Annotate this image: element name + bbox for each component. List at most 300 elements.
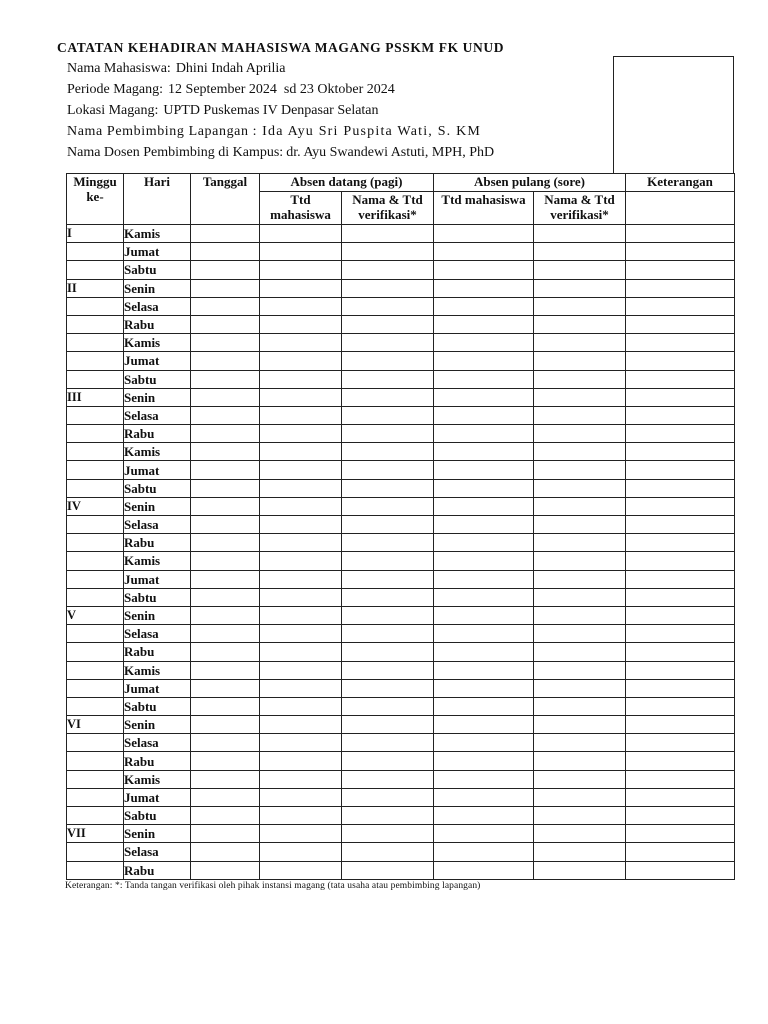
- day-cell: Kamis: [124, 443, 191, 461]
- ttd-pulang-cell[interactable]: [434, 516, 534, 534]
- ttd-pulang-cell[interactable]: [434, 225, 534, 243]
- verifikasi-pulang-cell[interactable]: [534, 697, 626, 715]
- ttd-pulang-cell[interactable]: [434, 425, 534, 443]
- table-row: [67, 625, 735, 643]
- date-cell[interactable]: [191, 552, 260, 570]
- date-cell[interactable]: [191, 297, 260, 315]
- verifikasi-datang-cell[interactable]: [342, 315, 434, 333]
- verifikasi-datang-cell[interactable]: [342, 716, 434, 734]
- verifikasi-pulang-cell[interactable]: [534, 734, 626, 752]
- verifikasi-pulang-cell[interactable]: [534, 388, 626, 406]
- verifikasi-pulang-cell[interactable]: [534, 661, 626, 679]
- ttd-pulang-cell[interactable]: [434, 570, 534, 588]
- verifikasi-datang-cell[interactable]: [342, 861, 434, 879]
- week-cell: [67, 297, 124, 315]
- header-absen-datang: Absen datang (pagi): [260, 174, 434, 192]
- verifikasi-pulang-cell[interactable]: [534, 752, 626, 770]
- table-row: [67, 261, 735, 279]
- ttd-datang-cell[interactable]: [260, 788, 342, 806]
- keterangan-cell[interactable]: [626, 843, 735, 861]
- verifikasi-pulang-cell[interactable]: [534, 588, 626, 606]
- ttd-datang-cell[interactable]: [260, 315, 342, 333]
- ttd-datang-cell[interactable]: [260, 479, 342, 497]
- ttd-pulang-cell[interactable]: [434, 843, 534, 861]
- keterangan-cell[interactable]: [626, 370, 735, 388]
- keterangan-cell[interactable]: [626, 279, 735, 297]
- verifikasi-pulang-cell[interactable]: [534, 679, 626, 697]
- day-cell: Senin: [124, 606, 191, 624]
- ttd-pulang-cell[interactable]: [434, 807, 534, 825]
- ttd-datang-cell[interactable]: [260, 770, 342, 788]
- verifikasi-pulang-cell[interactable]: [534, 315, 626, 333]
- keterangan-cell[interactable]: [626, 425, 735, 443]
- ttd-pulang-cell[interactable]: [434, 461, 534, 479]
- verifikasi-pulang-cell[interactable]: [534, 825, 626, 843]
- verifikasi-datang-cell[interactable]: [342, 588, 434, 606]
- keterangan-cell[interactable]: [626, 825, 735, 843]
- week-cell: [67, 406, 124, 424]
- info-label: Nama Dosen Pembimbing di Kampus:: [67, 145, 284, 160]
- table-row: [67, 497, 735, 515]
- keterangan-cell[interactable]: [626, 807, 735, 825]
- date-cell[interactable]: [191, 370, 260, 388]
- ttd-datang-cell[interactable]: [260, 534, 342, 552]
- date-cell[interactable]: [191, 861, 260, 879]
- ttd-pulang-cell[interactable]: [434, 443, 534, 461]
- table-row: [67, 807, 735, 825]
- verifikasi-pulang-cell[interactable]: [534, 516, 626, 534]
- verifikasi-datang-cell[interactable]: [342, 534, 434, 552]
- date-cell[interactable]: [191, 697, 260, 715]
- day-cell: Kamis: [124, 334, 191, 352]
- week-cell: [67, 443, 124, 461]
- table-row: [67, 643, 735, 661]
- verifikasi-datang-cell[interactable]: [342, 225, 434, 243]
- ttd-datang-cell[interactable]: [260, 570, 342, 588]
- date-cell[interactable]: [191, 315, 260, 333]
- verifikasi-datang-cell[interactable]: [342, 697, 434, 715]
- table-row: [67, 297, 735, 315]
- ttd-datang-cell[interactable]: [260, 588, 342, 606]
- keterangan-cell[interactable]: [626, 443, 735, 461]
- verifikasi-datang-cell[interactable]: [342, 661, 434, 679]
- keterangan-cell[interactable]: [626, 315, 735, 333]
- date-cell[interactable]: [191, 588, 260, 606]
- day-cell: Rabu: [124, 643, 191, 661]
- week-cell: [67, 370, 124, 388]
- info-value: Dhini Indah Aprilia: [175, 61, 286, 76]
- verifikasi-pulang-cell[interactable]: [534, 479, 626, 497]
- day-cell: Senin: [124, 716, 191, 734]
- keterangan-cell[interactable]: [626, 225, 735, 243]
- ttd-pulang-cell[interactable]: [434, 643, 534, 661]
- date-cell[interactable]: [191, 625, 260, 643]
- info-label: Nama Mahasiswa:: [67, 61, 171, 76]
- info-value: dr. Ayu Swandewi Astuti, MPH, PhD: [286, 145, 495, 160]
- verifikasi-datang-cell[interactable]: [342, 497, 434, 515]
- ttd-datang-cell[interactable]: [260, 334, 342, 352]
- verifikasi-datang-cell[interactable]: [342, 734, 434, 752]
- verifikasi-pulang-cell[interactable]: [534, 807, 626, 825]
- ttd-pulang-cell[interactable]: [434, 588, 534, 606]
- table-header-row: [67, 174, 735, 192]
- ttd-datang-cell[interactable]: [260, 279, 342, 297]
- verifikasi-datang-cell[interactable]: [342, 370, 434, 388]
- ttd-pulang-cell[interactable]: [434, 861, 534, 879]
- date-cell[interactable]: [191, 279, 260, 297]
- ttd-datang-cell[interactable]: [260, 697, 342, 715]
- week-cell: IV: [67, 497, 124, 515]
- verifikasi-pulang-cell[interactable]: [534, 606, 626, 624]
- date-cell[interactable]: [191, 716, 260, 734]
- date-cell[interactable]: [191, 825, 260, 843]
- week-cell: [67, 788, 124, 806]
- date-cell[interactable]: [191, 843, 260, 861]
- header-absen-pulang: Absen pulang (sore): [434, 174, 626, 192]
- table-row: [67, 752, 735, 770]
- ttd-pulang-cell[interactable]: [434, 497, 534, 515]
- date-cell[interactable]: [191, 770, 260, 788]
- keterangan-cell[interactable]: [626, 334, 735, 352]
- day-cell: Rabu: [124, 315, 191, 333]
- week-cell: [67, 697, 124, 715]
- verifikasi-datang-cell[interactable]: [342, 825, 434, 843]
- verifikasi-pulang-cell[interactable]: [534, 243, 626, 261]
- verifikasi-datang-cell[interactable]: [342, 606, 434, 624]
- keterangan-cell[interactable]: [626, 734, 735, 752]
- week-cell: [67, 570, 124, 588]
- ttd-pulang-cell[interactable]: [434, 552, 534, 570]
- table-row: [67, 570, 735, 588]
- date-cell[interactable]: [191, 497, 260, 515]
- ttd-datang-cell[interactable]: [260, 734, 342, 752]
- date-cell[interactable]: [191, 243, 260, 261]
- day-cell: Selasa: [124, 625, 191, 643]
- table-row: [67, 443, 735, 461]
- date-cell[interactable]: [191, 752, 260, 770]
- ttd-datang-cell[interactable]: [260, 661, 342, 679]
- ttd-pulang-cell[interactable]: [434, 370, 534, 388]
- date-cell[interactable]: [191, 425, 260, 443]
- ttd-datang-cell[interactable]: [260, 425, 342, 443]
- ttd-datang-cell[interactable]: [260, 261, 342, 279]
- keterangan-cell[interactable]: [626, 461, 735, 479]
- date-cell[interactable]: [191, 388, 260, 406]
- verifikasi-datang-cell[interactable]: [342, 261, 434, 279]
- attendance-body: [67, 225, 735, 880]
- table-row: [67, 661, 735, 679]
- info-campus-supervisor: [67, 142, 494, 163]
- verifikasi-datang-cell[interactable]: [342, 625, 434, 643]
- ttd-datang-cell[interactable]: [260, 388, 342, 406]
- verifikasi-datang-cell[interactable]: [342, 770, 434, 788]
- week-cell: VI: [67, 716, 124, 734]
- table-row: [67, 679, 735, 697]
- keterangan-cell[interactable]: [626, 643, 735, 661]
- header-verifikasi-pulang: Nama & Ttd verifikasi*: [534, 192, 626, 225]
- ttd-datang-cell[interactable]: [260, 497, 342, 515]
- ttd-pulang-cell[interactable]: [434, 406, 534, 424]
- keterangan-cell[interactable]: [626, 479, 735, 497]
- date-cell[interactable]: [191, 334, 260, 352]
- table-row: [67, 697, 735, 715]
- verifikasi-datang-cell[interactable]: [342, 425, 434, 443]
- photo-box: [613, 56, 734, 174]
- table-row: [67, 315, 735, 333]
- verifikasi-pulang-cell[interactable]: [534, 552, 626, 570]
- week-cell: [67, 770, 124, 788]
- date-cell[interactable]: [191, 516, 260, 534]
- keterangan-cell[interactable]: [626, 352, 735, 370]
- verifikasi-datang-cell[interactable]: [342, 570, 434, 588]
- keterangan-cell[interactable]: [626, 788, 735, 806]
- keterangan-cell[interactable]: [626, 534, 735, 552]
- week-cell: [67, 516, 124, 534]
- verifikasi-datang-cell[interactable]: [342, 243, 434, 261]
- ttd-pulang-cell[interactable]: [434, 679, 534, 697]
- week-cell: VII: [67, 825, 124, 843]
- keterangan-cell[interactable]: [626, 697, 735, 715]
- ttd-datang-cell[interactable]: [260, 352, 342, 370]
- date-cell[interactable]: [191, 534, 260, 552]
- keterangan-cell[interactable]: [626, 406, 735, 424]
- keterangan-cell[interactable]: [626, 770, 735, 788]
- verifikasi-datang-cell[interactable]: [342, 334, 434, 352]
- document-title: CATATAN KEHADIRAN MAHASISWA MAGANG PSSKM FK UNUD: [57, 40, 505, 55]
- day-cell: Jumat: [124, 243, 191, 261]
- info-location: [67, 100, 494, 121]
- verifikasi-datang-cell[interactable]: [342, 279, 434, 297]
- ttd-pulang-cell[interactable]: [434, 625, 534, 643]
- ttd-datang-cell[interactable]: [260, 843, 342, 861]
- table-row: [67, 388, 735, 406]
- table-row: [67, 243, 735, 261]
- day-cell: Kamis: [124, 770, 191, 788]
- date-cell[interactable]: [191, 352, 260, 370]
- table-row: [67, 825, 735, 843]
- ttd-datang-cell[interactable]: [260, 225, 342, 243]
- verifikasi-pulang-cell[interactable]: [534, 788, 626, 806]
- ttd-pulang-cell[interactable]: [434, 825, 534, 843]
- day-cell: Senin: [124, 825, 191, 843]
- verifikasi-pulang-cell[interactable]: [534, 497, 626, 515]
- verifikasi-pulang-cell[interactable]: [534, 279, 626, 297]
- ttd-datang-cell[interactable]: [260, 861, 342, 879]
- day-cell: Sabtu: [124, 588, 191, 606]
- verifikasi-pulang-cell[interactable]: [534, 643, 626, 661]
- date-cell[interactable]: [191, 679, 260, 697]
- ttd-pulang-cell[interactable]: [434, 606, 534, 624]
- date-cell[interactable]: [191, 606, 260, 624]
- ttd-datang-cell[interactable]: [260, 297, 342, 315]
- ttd-pulang-cell[interactable]: [434, 716, 534, 734]
- ttd-pulang-cell[interactable]: [434, 534, 534, 552]
- ttd-pulang-cell[interactable]: [434, 315, 534, 333]
- verifikasi-pulang-cell[interactable]: [534, 461, 626, 479]
- date-cell[interactable]: [191, 734, 260, 752]
- keterangan-cell[interactable]: [626, 716, 735, 734]
- keterangan-cell[interactable]: [626, 606, 735, 624]
- date-cell[interactable]: [191, 807, 260, 825]
- ttd-pulang-cell[interactable]: [434, 752, 534, 770]
- ttd-datang-cell[interactable]: [260, 243, 342, 261]
- day-cell: Rabu: [124, 752, 191, 770]
- keterangan-cell[interactable]: [626, 552, 735, 570]
- verifikasi-datang-cell[interactable]: [342, 788, 434, 806]
- header-ttd-mahasiswa-pulang: Ttd mahasiswa: [434, 192, 534, 225]
- verifikasi-pulang-cell[interactable]: [534, 534, 626, 552]
- table-row: [67, 788, 735, 806]
- table-row: [67, 279, 735, 297]
- verifikasi-pulang-cell[interactable]: [534, 716, 626, 734]
- verifikasi-datang-cell[interactable]: [342, 479, 434, 497]
- day-cell: Selasa: [124, 843, 191, 861]
- table-row: [67, 861, 735, 879]
- verifikasi-datang-cell[interactable]: [342, 643, 434, 661]
- verifikasi-datang-cell[interactable]: [342, 552, 434, 570]
- day-cell: Selasa: [124, 734, 191, 752]
- verifikasi-datang-cell[interactable]: [342, 752, 434, 770]
- ttd-pulang-cell[interactable]: [434, 734, 534, 752]
- keterangan-cell[interactable]: [626, 625, 735, 643]
- ttd-pulang-cell[interactable]: [434, 352, 534, 370]
- ttd-pulang-cell[interactable]: [434, 297, 534, 315]
- day-cell: Selasa: [124, 406, 191, 424]
- ttd-datang-cell[interactable]: [260, 716, 342, 734]
- verifikasi-datang-cell[interactable]: [342, 406, 434, 424]
- ttd-pulang-cell[interactable]: [434, 243, 534, 261]
- ttd-datang-cell[interactable]: [260, 516, 342, 534]
- verifikasi-datang-cell[interactable]: [342, 807, 434, 825]
- date-cell[interactable]: [191, 661, 260, 679]
- ttd-pulang-cell[interactable]: [434, 388, 534, 406]
- info-value: UPTD Puskemas IV Denpasar Selatan: [163, 103, 379, 118]
- ttd-datang-cell[interactable]: [260, 752, 342, 770]
- verifikasi-pulang-cell[interactable]: [534, 297, 626, 315]
- date-cell[interactable]: [191, 406, 260, 424]
- ttd-datang-cell[interactable]: [260, 461, 342, 479]
- verifikasi-pulang-cell[interactable]: [534, 425, 626, 443]
- week-cell: [67, 425, 124, 443]
- keterangan-cell[interactable]: [626, 243, 735, 261]
- table-row: [67, 370, 735, 388]
- table-row: [67, 406, 735, 424]
- date-cell[interactable]: [191, 479, 260, 497]
- day-cell: Rabu: [124, 861, 191, 879]
- keterangan-cell[interactable]: [626, 679, 735, 697]
- keterangan-cell[interactable]: [626, 661, 735, 679]
- date-cell[interactable]: [191, 643, 260, 661]
- verifikasi-pulang-cell[interactable]: [534, 370, 626, 388]
- keterangan-cell[interactable]: [626, 261, 735, 279]
- week-cell: [67, 807, 124, 825]
- ttd-datang-cell[interactable]: [260, 443, 342, 461]
- keterangan-cell[interactable]: [626, 588, 735, 606]
- info-value: Ida Ayu Sri Puspita Wati, S. KM: [262, 124, 482, 139]
- ttd-datang-cell[interactable]: [260, 552, 342, 570]
- keterangan-cell[interactable]: [626, 497, 735, 515]
- keterangan-cell[interactable]: [626, 752, 735, 770]
- keterangan-cell[interactable]: [626, 570, 735, 588]
- date-cell[interactable]: [191, 570, 260, 588]
- week-cell: [67, 243, 124, 261]
- ttd-pulang-cell[interactable]: [434, 334, 534, 352]
- table-row: [67, 479, 735, 497]
- verifikasi-pulang-cell[interactable]: [534, 625, 626, 643]
- table-row: [67, 516, 735, 534]
- table-row: [67, 425, 735, 443]
- date-cell[interactable]: [191, 443, 260, 461]
- verifikasi-datang-cell[interactable]: [342, 443, 434, 461]
- verifikasi-pulang-cell[interactable]: [534, 770, 626, 788]
- week-cell: [67, 861, 124, 879]
- info-label: Lokasi Magang:: [67, 103, 159, 118]
- verifikasi-datang-cell[interactable]: [342, 461, 434, 479]
- date-cell[interactable]: [191, 225, 260, 243]
- day-cell: Sabtu: [124, 697, 191, 715]
- verifikasi-pulang-cell[interactable]: [534, 861, 626, 879]
- verifikasi-pulang-cell[interactable]: [534, 334, 626, 352]
- verifikasi-datang-cell[interactable]: [342, 388, 434, 406]
- ttd-datang-cell[interactable]: [260, 625, 342, 643]
- keterangan-cell[interactable]: [626, 861, 735, 879]
- keterangan-cell[interactable]: [626, 297, 735, 315]
- ttd-datang-cell[interactable]: [260, 406, 342, 424]
- keterangan-cell[interactable]: [626, 516, 735, 534]
- verifikasi-datang-cell[interactable]: [342, 843, 434, 861]
- week-cell: [67, 334, 124, 352]
- verifikasi-datang-cell[interactable]: [342, 679, 434, 697]
- ttd-datang-cell[interactable]: [260, 370, 342, 388]
- ttd-pulang-cell[interactable]: [434, 479, 534, 497]
- verifikasi-datang-cell[interactable]: [342, 516, 434, 534]
- verifikasi-pulang-cell[interactable]: [534, 261, 626, 279]
- verifikasi-pulang-cell[interactable]: [534, 406, 626, 424]
- ttd-datang-cell[interactable]: [260, 606, 342, 624]
- verifikasi-pulang-cell[interactable]: [534, 843, 626, 861]
- week-cell: [67, 479, 124, 497]
- week-cell: [67, 625, 124, 643]
- table-row: [67, 334, 735, 352]
- ttd-datang-cell[interactable]: [260, 825, 342, 843]
- week-cell: [67, 679, 124, 697]
- date-cell[interactable]: [191, 788, 260, 806]
- ttd-pulang-cell[interactable]: [434, 279, 534, 297]
- verifikasi-datang-cell[interactable]: [342, 352, 434, 370]
- verifikasi-pulang-cell[interactable]: [534, 352, 626, 370]
- ttd-pulang-cell[interactable]: [434, 261, 534, 279]
- keterangan-cell[interactable]: [626, 388, 735, 406]
- date-cell[interactable]: [191, 461, 260, 479]
- table-row: [67, 734, 735, 752]
- day-cell: Kamis: [124, 552, 191, 570]
- verifikasi-datang-cell[interactable]: [342, 297, 434, 315]
- date-cell[interactable]: [191, 261, 260, 279]
- ttd-pulang-cell[interactable]: [434, 697, 534, 715]
- ttd-datang-cell[interactable]: [260, 679, 342, 697]
- ttd-datang-cell[interactable]: [260, 807, 342, 825]
- ttd-pulang-cell[interactable]: [434, 770, 534, 788]
- ttd-pulang-cell[interactable]: [434, 661, 534, 679]
- attendance-table: [66, 173, 735, 880]
- verifikasi-pulang-cell[interactable]: [534, 570, 626, 588]
- day-cell: Sabtu: [124, 261, 191, 279]
- verifikasi-pulang-cell[interactable]: [534, 225, 626, 243]
- ttd-pulang-cell[interactable]: [434, 788, 534, 806]
- verifikasi-pulang-cell[interactable]: [534, 443, 626, 461]
- table-row: [67, 770, 735, 788]
- ttd-datang-cell[interactable]: [260, 643, 342, 661]
